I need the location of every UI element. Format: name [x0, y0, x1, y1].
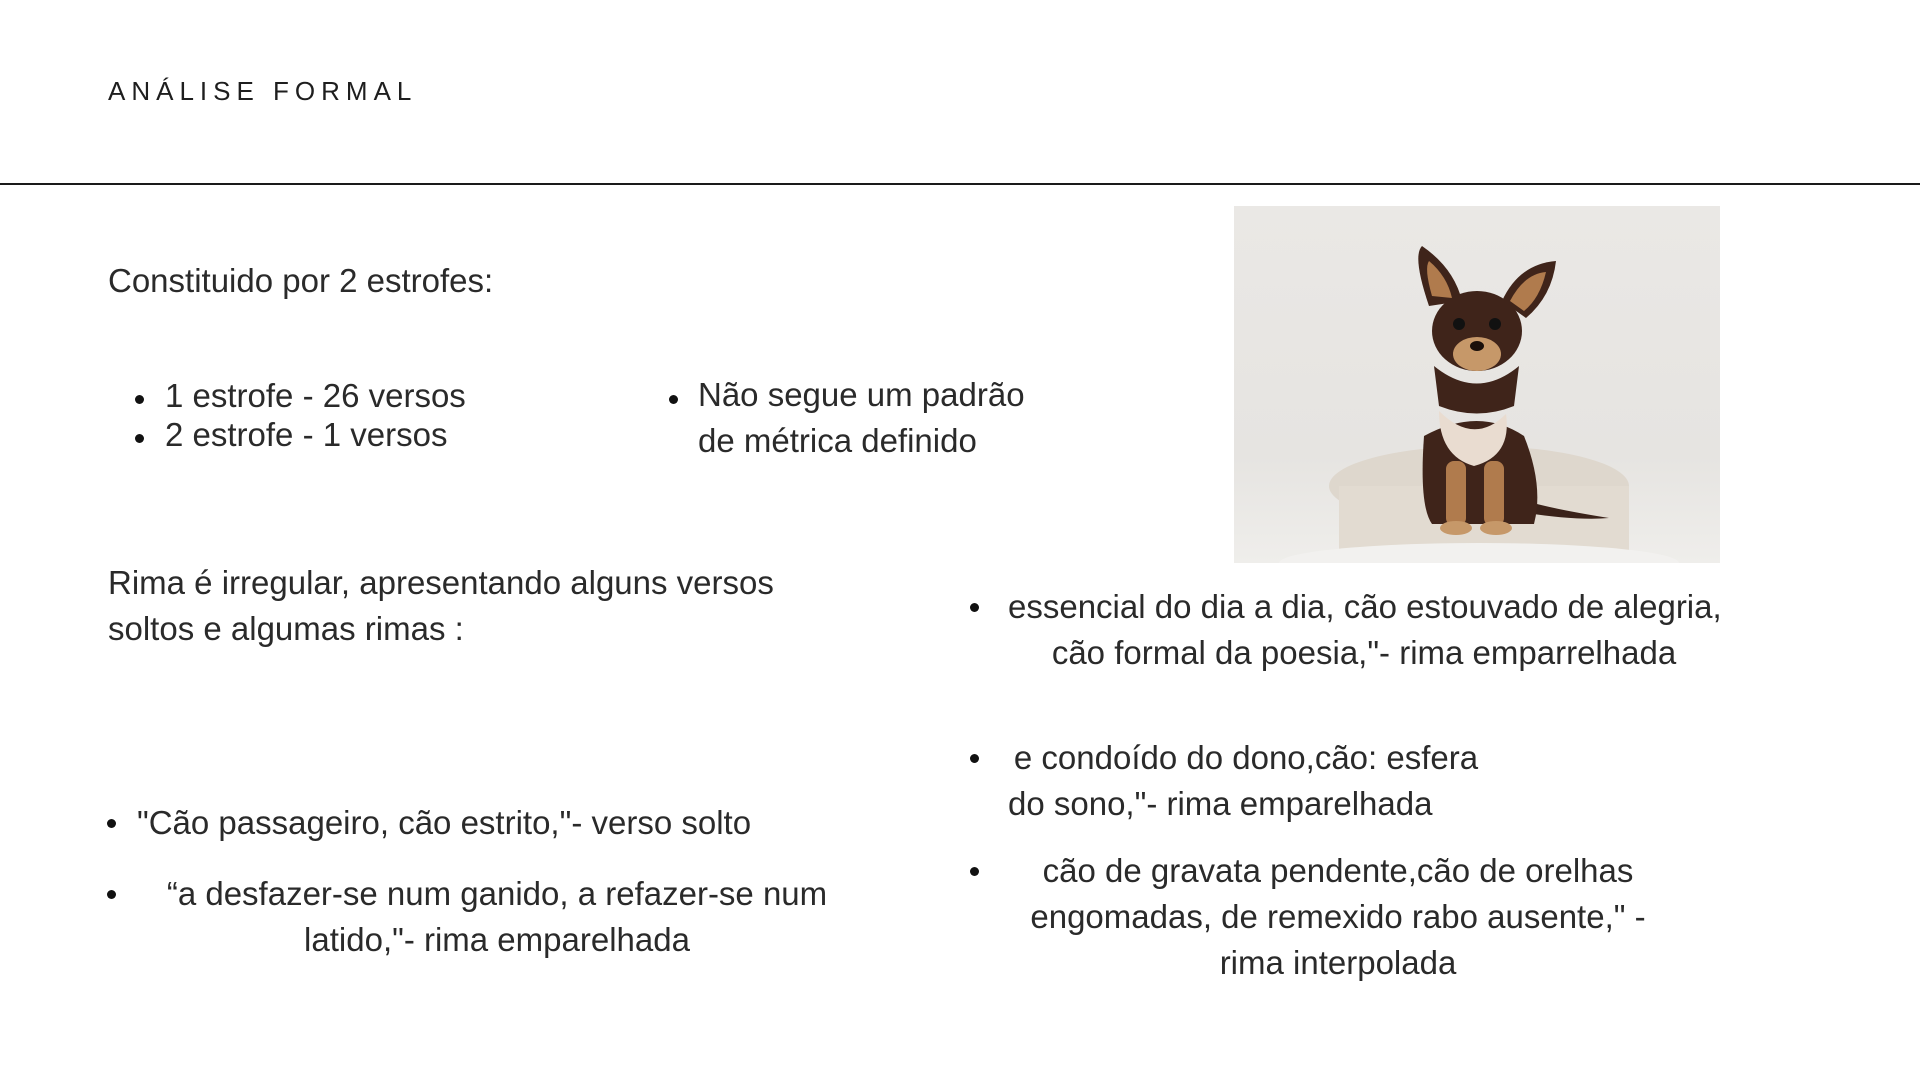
bullet-icon — [135, 395, 144, 404]
example-line: “a desfazer-se num ganido, a refazer-se num — [166, 875, 828, 912]
bullet-icon — [970, 867, 979, 876]
example-line: rima interpolada — [1219, 944, 1457, 981]
example-line: latido,"- rima emparelhada — [304, 921, 690, 958]
example-line: engomadas, de remexido rabo ausente," - — [1030, 898, 1646, 935]
chihuahua-photo — [1234, 206, 1720, 563]
stanza-item: 1 estrofe - 26 versos — [165, 377, 466, 414]
rhyme-intro-line: soltos e algumas rimas : — [108, 610, 464, 647]
stanza-item: 2 estrofe - 1 versos — [165, 416, 448, 453]
example-line: cão de gravata pendente,cão de orelhas — [1042, 852, 1634, 889]
example-line: "Cão passageiro, cão estrito,"- verso solto — [137, 804, 752, 841]
dog-icon — [1234, 206, 1720, 563]
bullet-icon — [970, 754, 979, 763]
rhyme-intro-line: Rima é irregular, apresentando alguns versos — [108, 564, 774, 601]
bullet-icon — [135, 434, 144, 443]
meter-line: Não segue um padrão — [698, 376, 1025, 413]
example-line: cão formal da poesia,"- rima emparrelhada — [1051, 634, 1677, 671]
rhyme-intro — [108, 560, 774, 652]
header-divider — [0, 183, 1920, 185]
bullet-icon — [970, 603, 979, 612]
bullet-icon — [107, 819, 116, 828]
example-line: e condoído do dono,cão: esfera — [1013, 739, 1479, 776]
slide-title: ANÁLISE FORMAL — [108, 76, 418, 106]
meter-line: de métrica definido — [698, 422, 977, 459]
stanza-intro: Constituido por 2 estrofes: — [108, 262, 494, 299]
bullet-icon — [107, 890, 116, 899]
example-line: essencial do dia a dia, cão estouvado de alegria, — [1008, 588, 1722, 625]
bullet-icon — [669, 395, 678, 404]
example-line: do sono,"- rima emparelhada — [1008, 785, 1433, 822]
